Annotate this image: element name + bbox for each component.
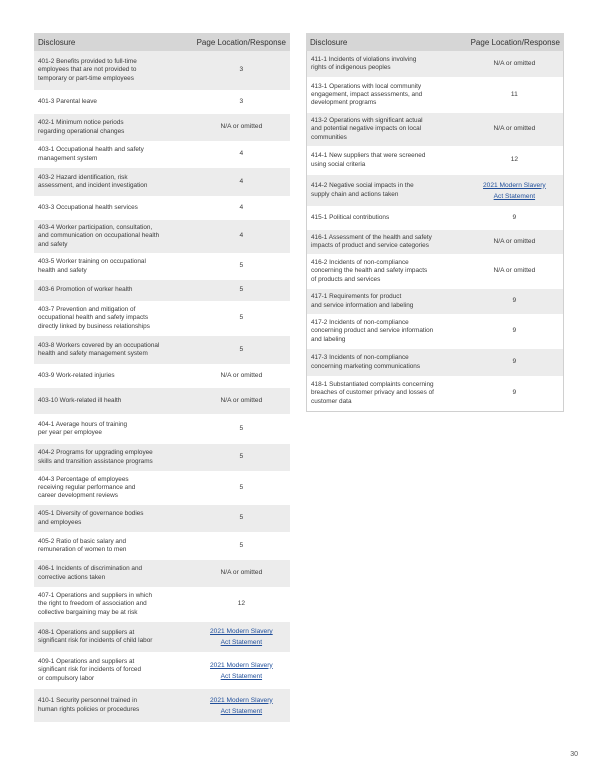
- table-row: [34, 533, 290, 560]
- table-row: [307, 147, 563, 175]
- table-row: [307, 255, 563, 289]
- statement-link[interactable]: 2021 Modern Slavery Act Statement: [210, 661, 273, 680]
- page-location-cell: 5: [239, 483, 244, 491]
- disclosure-cell: 416-2 Incidents of non-compliance concerning the health and safety impacts of products and services: [311, 259, 428, 283]
- table-row: [34, 415, 290, 444]
- page-location-cell: 3: [239, 66, 244, 74]
- table-row: [34, 689, 290, 723]
- table-row: [34, 51, 290, 91]
- table-row: [34, 302, 290, 336]
- page-location-cell: 4: [239, 150, 244, 158]
- disclosure-cell: 413-1 Operations with local community engagement, impact assessments, and development programs: [311, 82, 423, 107]
- disclosure-cell: 414-1 New suppliers that were screened using social criteria: [311, 152, 426, 168]
- disclosure-cell: 410-1 Security personnel trained in human rights policies or procedures: [38, 697, 140, 713]
- left-disclosure-table: [34, 33, 290, 723]
- table-row: [34, 197, 290, 220]
- table-row: [34, 254, 290, 280]
- disclosure-cell: 408-1 Operations and suppliers at significant risk for incidents of child labor: [38, 628, 153, 644]
- page-location-cell: 9: [512, 213, 517, 221]
- page-location-cell: 5: [239, 541, 244, 549]
- table-row: [34, 588, 290, 622]
- page-location-cell: 11: [510, 90, 518, 98]
- page-location-cell: 4: [239, 203, 244, 211]
- page-location-cell: N/A or omitted: [220, 371, 263, 379]
- disclosure-cell: 411-1 Incidents of violations involving rights of indigenous peoples: [311, 55, 417, 71]
- disclosure-cell: 401-2 Benefits provided to full-time employees that are not provided to temporary or part-time employees: [38, 58, 137, 82]
- left-header-page-location: Page Location/Response: [196, 37, 286, 47]
- page-location-cell: N/A or omitted: [493, 237, 536, 245]
- table-row: [307, 175, 563, 207]
- page-location-cell: N/A or omitted: [220, 569, 263, 577]
- disclosure-cell: 401-3 Parental leave: [38, 97, 97, 105]
- disclosure-cell: 418-1 Substantiated complaints concerning breaches of customer privacy and losses of customer data: [311, 381, 434, 405]
- page-location-cell: 5: [239, 314, 244, 322]
- disclosure-cell: 405-1 Diversity of governance bodies and employees: [38, 510, 144, 526]
- right-table-body: [306, 51, 564, 412]
- page-location-cell: 5: [239, 262, 244, 270]
- disclosure-cell: 415-1 Political contributions: [311, 213, 390, 221]
- disclosure-cell: 417-3 Incidents of non-compliance concerning marketing communications: [311, 354, 421, 370]
- right-header-page-location: Page Location/Response: [470, 37, 560, 47]
- disclosure-cell: 403-3 Occupational health services: [38, 203, 138, 211]
- table-row: [34, 280, 290, 302]
- table-row: [34, 444, 290, 472]
- table-row: [34, 142, 290, 168]
- page-location-cell: 5: [239, 514, 244, 522]
- page-location-cell: 9: [512, 358, 517, 366]
- page-location-cell: 12: [237, 600, 246, 608]
- disclosure-cell: 407-1 Operations and suppliers in which the right to freedom of association and collective bargaining may be at risk: [38, 592, 153, 616]
- page-location-cell: 4: [239, 232, 244, 240]
- left-header-disclosure: Disclosure: [38, 37, 76, 47]
- table-row: [34, 388, 290, 415]
- page-number: 30: [570, 751, 578, 758]
- disclosure-cell: 403-1 Occupational health and safety management system: [38, 146, 144, 162]
- disclosure-cell: 416-1 Assessment of the health and safety impacts of product and service categories: [311, 233, 432, 249]
- table-row: [307, 377, 563, 411]
- disclosure-cell: 404-2 Programs for upgrading employee skills and transition assistance programs: [38, 449, 153, 465]
- disclosure-cell: 404-3 Percentage of employees receiving regular performance and career development reviews: [38, 475, 136, 500]
- page-location-cell: 4: [239, 177, 244, 185]
- table-row: [34, 472, 290, 505]
- table-row: [34, 560, 290, 588]
- page-location-cell: N/A or omitted: [493, 125, 536, 133]
- page-location-cell: 5: [239, 424, 244, 432]
- disclosure-cell: 403-2 Hazard identification, risk assessment, and incident investigation: [38, 173, 148, 189]
- page-location-cell: 5: [239, 345, 244, 353]
- page-location-cell: 5: [239, 453, 244, 461]
- page-location-cell: 9: [512, 297, 517, 305]
- right-table-header: [306, 33, 564, 51]
- disclosure-cell: 403-7 Prevention and mitigation of occupational health and safety impacts directly linked by business relationships: [38, 306, 150, 330]
- disclosure-cell: 409-1 Operations and suppliers at significant risk for incidents of forced or compulsory labor: [38, 658, 142, 682]
- disclosure-cell: 405-2 Ratio of basic salary and remuneration of women to men: [38, 537, 127, 553]
- table-row: [307, 230, 563, 255]
- page-location-cell: N/A or omitted: [493, 267, 536, 275]
- disclosure-cell: 403-9 Work-related injuries: [38, 371, 115, 379]
- page-location-cell: N/A or omitted: [220, 123, 263, 131]
- disclosure-cell: 402-1 Minimum notice periods regarding operational changes: [38, 119, 125, 135]
- table-row: [34, 653, 290, 689]
- statement-link[interactable]: 2021 Modern Slavery Act Statement: [210, 628, 273, 646]
- page-location-cell: N/A or omitted: [493, 59, 536, 67]
- table-row: [34, 336, 290, 365]
- table-row: [307, 207, 563, 230]
- page-location-cell: 3: [239, 97, 244, 105]
- disclosure-cell: 403-4 Worker participation, consultation, and communication on occupational health and safety: [38, 224, 160, 248]
- disclosure-cell: 403-8 Workers covered by an occupational health and safety management system: [38, 341, 160, 357]
- table-row: [307, 78, 563, 113]
- disclosure-cell: 403-10 Work-related ill health: [38, 396, 122, 404]
- table-row: [34, 114, 290, 142]
- disclosure-cell: 413-2 Operations with significant actual and potential negative impacts on local communities: [311, 117, 423, 141]
- page-location-cell: 12: [510, 156, 519, 164]
- table-row: [307, 315, 563, 349]
- page-location-cell: 9: [512, 327, 517, 335]
- disclosure-cell: 417-2 Incidents of non-compliance concerning product and service information and labeling: [311, 319, 434, 343]
- table-row: [34, 220, 290, 254]
- right-header-disclosure: Disclosure: [310, 37, 348, 47]
- statement-link[interactable]: 2021 Modern Slavery Act Statement: [483, 181, 546, 200]
- table-row: [34, 365, 290, 388]
- page-location-cell: N/A or omitted: [220, 396, 263, 404]
- right-disclosure-table: [306, 33, 564, 412]
- page-location-cell: 9: [512, 389, 517, 397]
- table-row: [34, 91, 290, 114]
- table-row: [307, 349, 563, 377]
- statement-link[interactable]: 2021 Modern Slavery Act Statement: [210, 696, 273, 715]
- left-table-body: [34, 51, 290, 723]
- disclosure-cell: 417-1 Requirements for product and service information and labeling: [311, 293, 414, 309]
- table-row: [34, 168, 290, 197]
- table-row: [34, 505, 290, 533]
- disclosure-cell: 403-5 Worker training on occupational health and safety: [38, 258, 146, 274]
- page-location-cell: 5: [239, 286, 244, 294]
- table-row: [34, 622, 290, 653]
- table-row: [307, 51, 563, 78]
- table-row: [307, 113, 563, 147]
- table-row: [307, 289, 563, 315]
- disclosure-cell: 403-6 Promotion of worker health: [38, 286, 133, 294]
- disclosure-cell: 404-1 Average hours of training per year per employee: [38, 420, 128, 436]
- disclosure-cell: 406-1 Incidents of discrimination and corrective actions taken: [38, 565, 143, 581]
- disclosure-cell: 414-2 Negative social impacts in the supply chain and actions taken: [311, 182, 414, 198]
- left-table-header: [34, 33, 290, 51]
